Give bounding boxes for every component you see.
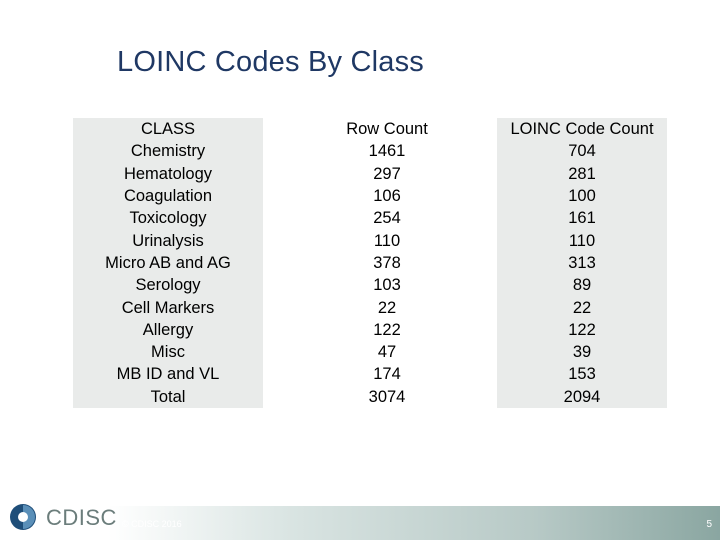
table-row: [73, 274, 667, 296]
column-gap: [465, 207, 495, 229]
table-cell: 100: [497, 185, 667, 207]
column-gap: [265, 274, 309, 296]
column-gap: [265, 386, 309, 408]
table-cell: Misc: [73, 341, 263, 363]
table-row: [73, 319, 667, 341]
table-cell: 47: [377, 343, 397, 362]
table-cell: 281: [497, 163, 667, 185]
table-row: [73, 207, 667, 229]
header-cell: CLASS: [73, 118, 263, 140]
table-cell: 161: [497, 207, 667, 229]
table-row: [73, 185, 667, 207]
logo-text: CDISC: [46, 505, 117, 530]
table-row: [73, 386, 667, 408]
column-gap: [265, 296, 309, 318]
table-cell: 22: [377, 298, 397, 317]
table-cell: 378: [373, 253, 401, 272]
column-gap: [265, 341, 309, 363]
footer-gradient-bar: [108, 506, 720, 540]
column-gap: [465, 341, 495, 363]
column-gap: [265, 185, 309, 207]
table-cell: 106: [373, 187, 401, 206]
column-gap: [465, 140, 495, 162]
table-cell: Coagulation: [73, 185, 263, 207]
column-gap: [465, 229, 495, 251]
table-cell: 254: [373, 209, 401, 228]
column-gap: [465, 274, 495, 296]
table-cell: 122: [373, 320, 401, 339]
table-cell: 297: [373, 164, 401, 183]
column-gap: [465, 296, 495, 318]
column-gap: [465, 252, 495, 274]
table-cell: 1461: [368, 142, 406, 161]
column-gap: [465, 386, 495, 408]
slide-title: LOINC Codes By Class: [117, 46, 424, 78]
table-row: [73, 341, 667, 363]
table-cell: 153: [497, 363, 667, 385]
column-gap: [265, 118, 309, 140]
table-cell: 3074: [368, 387, 406, 406]
table-row: [73, 163, 667, 185]
table-cell: 704: [497, 140, 667, 162]
table-cell: Allergy: [73, 319, 263, 341]
column-gap: [265, 140, 309, 162]
table-cell: MB ID and VL: [73, 363, 263, 385]
page-number: 5: [706, 519, 712, 530]
table-row: [73, 363, 667, 385]
header-cell: LOINC Code Count: [497, 118, 667, 140]
column-gap: [465, 319, 495, 341]
table-cell: 89: [497, 274, 667, 296]
cdisc-logo-icon: [8, 502, 38, 532]
table-cell: Total: [73, 386, 263, 408]
column-gap: [265, 319, 309, 341]
copyright: © CDISC 2016: [122, 519, 182, 529]
header-cell: Row Count: [346, 120, 428, 139]
table-row: [73, 229, 667, 251]
table-cell: Cell Markers: [73, 296, 263, 318]
slide-footer: [0, 492, 720, 540]
table-cell: Micro AB and AG: [73, 252, 263, 274]
table-cell: Serology: [73, 274, 263, 296]
column-gap: [265, 207, 309, 229]
loinc-class-table: [71, 118, 669, 408]
table-row: [73, 140, 667, 162]
table-cell: 39: [497, 341, 667, 363]
table-cell: Chemistry: [73, 140, 263, 162]
table-cell: 110: [497, 229, 667, 251]
column-gap: [465, 163, 495, 185]
table-cell: 22: [497, 296, 667, 318]
table-header-row: [73, 118, 667, 140]
table-row: [73, 252, 667, 274]
column-gap: [465, 185, 495, 207]
table-row: [73, 296, 667, 318]
column-gap: [265, 229, 309, 251]
table-cell: 2094: [497, 386, 667, 408]
table-cell: 313: [497, 252, 667, 274]
column-gap: [265, 363, 309, 385]
table-cell: 110: [373, 231, 401, 250]
table-cell: 174: [373, 365, 401, 384]
table-cell: Toxicology: [73, 207, 263, 229]
cdisc-logo: [8, 502, 117, 532]
table-cell: 103: [373, 276, 401, 295]
column-gap: [265, 252, 309, 274]
column-gap: [465, 118, 495, 140]
table-cell: Urinalysis: [73, 229, 263, 251]
table-cell: 122: [497, 319, 667, 341]
column-gap: [465, 363, 495, 385]
table-cell: Hematology: [73, 163, 263, 185]
column-gap: [265, 163, 309, 185]
